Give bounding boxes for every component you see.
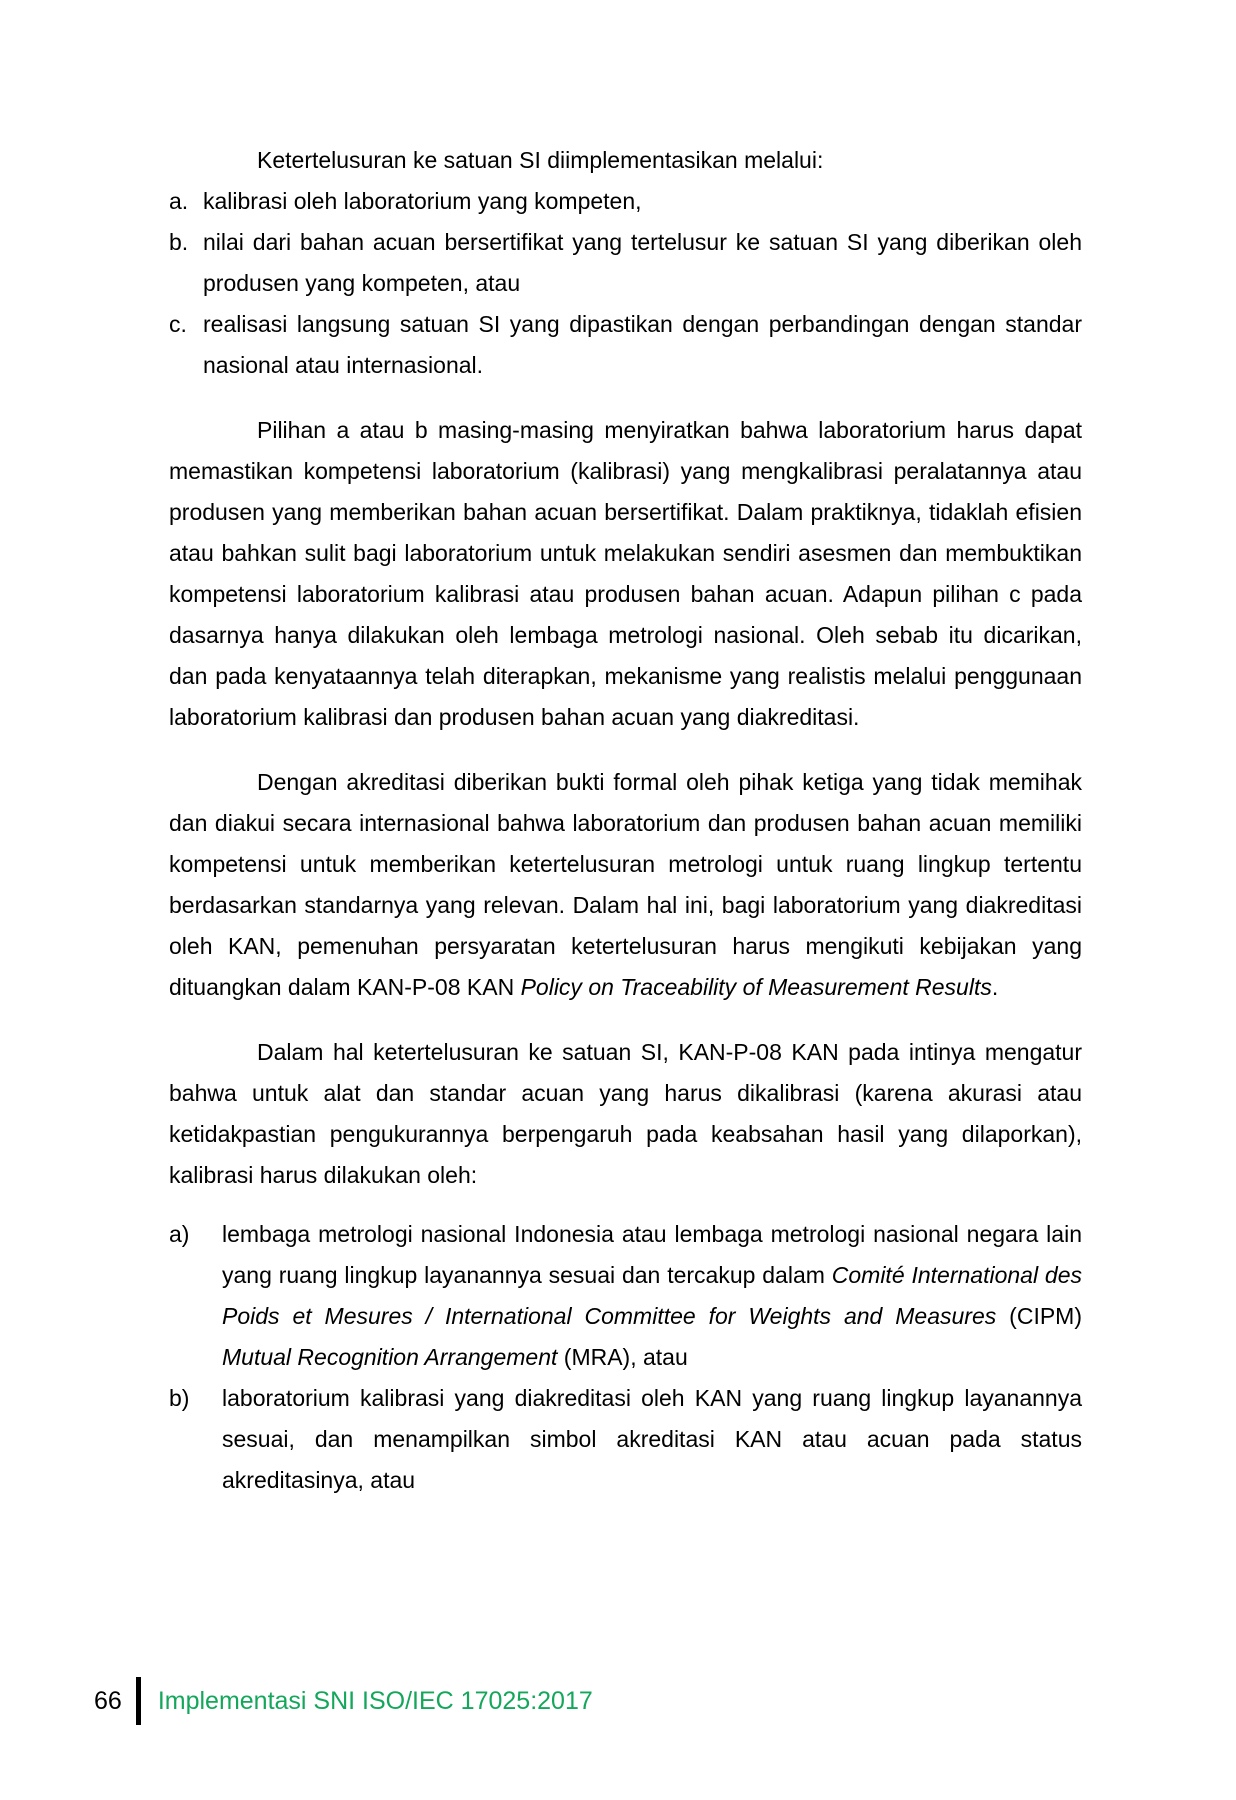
list-item-text	[203, 304, 1082, 386]
list-item	[169, 181, 1082, 222]
list-item	[169, 222, 1082, 304]
text-run: Dengan akreditasi diberikan bukti formal oleh pihak ketiga yang tidak memihak dan diakui secara internasional bahwa laboratorium dan produsen bahan acuan memiliki kompetensi untuk memberikan ketertelusuran metrologi untuk ruang lingkup tertentu berdasarkan standarnya yang relevan. Dalam hal ini, bagi laboratorium yang diakreditasi oleh KAN, pemenuhan persyaratan ketertelusuran harus mengikuti kebijakan yang dituangkan dalam KAN-P-08 KAN	[169, 769, 1082, 1000]
list-item-label: c.	[169, 311, 187, 337]
paragraph	[169, 140, 1082, 181]
text-run: Dalam hal ketertelusuran ke satuan SI, KAN-P-08 KAN pada intinya mengatur bahwa untuk alat dan standar acuan yang harus dikalibrasi (karena akurasi atau ketidakpastian pengukurannya berpengaruh pada keabsahan hasil yang dilaporkan), kalibrasi harus dilakukan oleh:	[169, 1039, 1082, 1188]
list-item	[169, 1214, 1082, 1378]
italic-text-run: Mutual Recognition Arrangement	[222, 1344, 558, 1370]
text-run: nilai dari bahan acuan bersertifikat yang tertelusur ke satuan SI yang diberikan oleh produsen yang kompeten, atau	[203, 229, 1082, 296]
text-run: (MRA), atau	[557, 1344, 688, 1370]
page-footer	[94, 1676, 593, 1726]
paragraph	[169, 762, 1082, 1008]
list-item-label: a.	[169, 188, 189, 214]
list-item-label: b)	[169, 1385, 190, 1411]
list-item-text	[203, 181, 1082, 222]
italic-text-run: Comité International des Poids et Mesures / International Committee for Weights and Measures	[222, 1262, 1082, 1329]
text-run: Ketertelusuran ke satuan SI diimplementasikan melalui:	[257, 147, 824, 173]
text-run: kalibrasi oleh laboratorium yang kompeten,	[203, 188, 642, 214]
text-run: (CIPM)	[996, 1303, 1082, 1329]
footer-divider-bar	[136, 1677, 141, 1725]
text-run: lembaga metrologi nasional Indonesia atau lembaga metrologi nasional negara lain yang ruang lingkup layanannya sesuai dan tercakup dalam	[222, 1221, 1082, 1288]
italic-text-run: Policy on Traceability of Measurement Results	[520, 974, 992, 1000]
document-body	[169, 140, 1082, 1501]
text-run: .	[991, 974, 999, 1000]
paragraph	[169, 1032, 1082, 1196]
page-number: 66	[94, 1686, 122, 1715]
list-item-text	[222, 1214, 1082, 1378]
text-run: Pilihan a atau b masing-masing menyiratkan bahwa laboratorium harus dapat memastikan kompetensi laboratorium (kalibrasi) yang mengkalibrasi peralatannya atau produsen yang memberikan bahan acuan bersertifikat. Dalam praktiknya, tidaklah efisien atau bahkan sulit bagi laboratorium untuk melakukan sendiri asesmen dan membuktikan kompetensi laboratorium kalibrasi atau produsen bahan acuan. Adapun pilihan c pada dasarnya hanya dilakukan oleh lembaga metrologi nasional. Oleh sebab itu dicarikan, dan pada kenyataannya telah diterapkan, mekanisme yang realistis melalui penggunaan laboratorium kalibrasi dan produsen bahan acuan yang diakreditasi.	[169, 417, 1082, 730]
list-item	[169, 304, 1082, 386]
list-item	[169, 1378, 1082, 1501]
list-item-text	[222, 1378, 1082, 1501]
text-run: laboratorium kalibrasi yang diakreditasi oleh KAN yang ruang lingkup layanannya sesuai, dan menampilkan simbol akreditasi KAN atau acuan pada status akreditasinya, atau	[222, 1385, 1082, 1493]
list-item-label: a)	[169, 1221, 190, 1247]
paragraph	[169, 410, 1082, 738]
list-item-label: b.	[169, 229, 189, 255]
footer-book-title: Implementasi SNI ISO/IEC 17025:2017	[157, 1686, 593, 1715]
text-run: realisasi langsung satuan SI yang dipastikan dengan perbandingan dengan standar nasional atau internasional.	[203, 311, 1082, 378]
list-item-text	[203, 222, 1082, 304]
